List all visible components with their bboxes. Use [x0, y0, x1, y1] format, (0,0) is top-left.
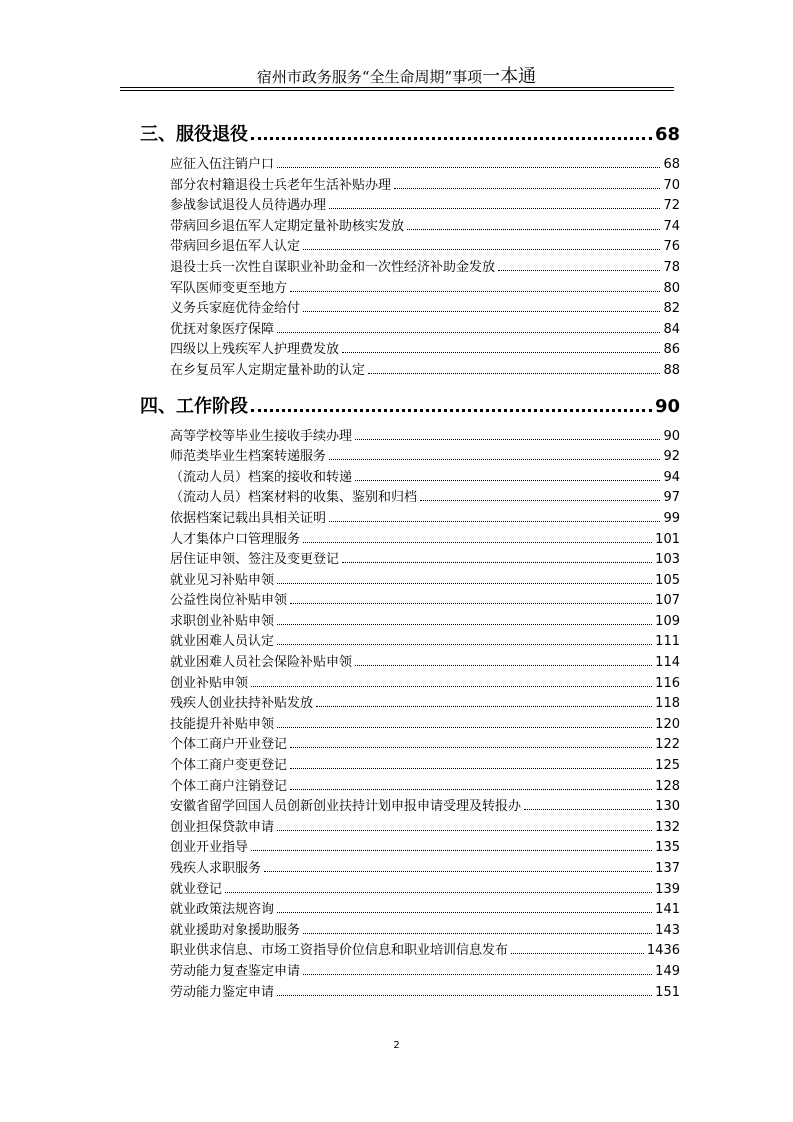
toc-entry[interactable] [140, 466, 680, 487]
dot-leader [290, 747, 652, 748]
section-page-number: 68 [654, 124, 680, 145]
dot-leader [316, 706, 652, 707]
toc-entry[interactable] [140, 297, 680, 318]
entry-page-number: 111 [655, 634, 680, 650]
toc-entry[interactable] [140, 359, 680, 380]
entry-page-number: 130 [655, 799, 680, 815]
toc-entry[interactable] [140, 692, 680, 713]
header-title-suffix: 一本通 [482, 66, 537, 87]
dot-leader [407, 229, 660, 230]
dot-leader [303, 249, 660, 250]
dot-leader [277, 912, 652, 913]
entry-title: 就业困难人员认定 [170, 634, 275, 650]
entry-title: 个体工商户开业登记 [170, 737, 288, 753]
entry-title: （流动人员）档案材料的收集、鉴别和归档 [170, 490, 418, 506]
toc-entry[interactable] [140, 651, 680, 672]
entry-page-number: 120 [655, 716, 680, 732]
toc-entry[interactable] [140, 589, 680, 610]
entry-page-number: 80 [663, 280, 680, 296]
toc-entry[interactable] [140, 919, 680, 940]
entry-title: 师范类毕业生档案转递服务 [170, 449, 327, 465]
entry-title: 带病回乡退伍军人认定 [170, 239, 301, 255]
toc-entry[interactable] [140, 939, 680, 960]
toc-entry[interactable] [140, 713, 680, 734]
section-gap [140, 380, 680, 392]
entry-page-number: 97 [663, 490, 680, 506]
dot-leader [394, 188, 660, 189]
entry-title: 参战参试退役人员待遇办理 [170, 198, 327, 214]
entry-title: 技能提升补贴申领 [170, 716, 275, 732]
dot-leader [277, 727, 652, 728]
entry-page-number: 84 [663, 321, 680, 337]
toc-entry[interactable] [140, 898, 680, 919]
dot-leader [355, 480, 660, 481]
entry-title: 创业开业指导 [170, 840, 249, 856]
entry-title: 就业援助对象援助服务 [170, 922, 301, 938]
entry-title: 应征入伍注销户口 [170, 157, 275, 172]
entry-page-number: 86 [663, 342, 680, 358]
dot-leader [511, 953, 644, 954]
dot-leader [420, 500, 660, 501]
entry-title: 劳动能力复查鉴定申请 [170, 963, 301, 979]
toc-entry[interactable] [140, 960, 680, 981]
dot-leader [277, 644, 652, 645]
toc-entry[interactable] [140, 153, 680, 174]
entry-page-number: 88 [663, 362, 680, 378]
entry-title: 职业供求信息、市场工资指导价位信息和职业培训信息发布 [170, 943, 509, 959]
toc-entry[interactable] [140, 569, 680, 590]
entry-title: 人才集体户口管理服务 [170, 531, 301, 547]
entry-page-number: 118 [655, 696, 680, 712]
entry-page-number: 94 [663, 469, 680, 485]
dot-leader [303, 311, 660, 312]
dot-leader [277, 167, 660, 168]
entry-page-number: 109 [655, 613, 680, 629]
dot-leader [329, 208, 660, 209]
dot-leader [342, 352, 660, 353]
toc-entry[interactable] [140, 816, 680, 837]
toc-entry[interactable] [140, 795, 680, 816]
dot-leader [329, 459, 660, 460]
entry-page-number: 122 [655, 737, 680, 753]
entry-title: 高等学校等毕业生接收手续办理 [170, 428, 353, 444]
entry-title: 军队医师变更至地方 [170, 280, 288, 296]
dot-leader [355, 665, 652, 666]
toc-entry[interactable] [140, 338, 680, 359]
toc-section-heading[interactable] [140, 120, 680, 150]
dot-leader [329, 521, 660, 522]
toc-entry[interactable] [140, 425, 680, 446]
entry-page-number: 82 [663, 301, 680, 317]
toc-entry[interactable] [140, 630, 680, 651]
toc-entry[interactable] [140, 548, 680, 569]
dot-leader [277, 995, 652, 996]
dot-leader [264, 871, 652, 872]
entry-title: 四级以上残疾军人护理费发放 [170, 342, 340, 358]
toc-entry[interactable] [140, 194, 680, 215]
dot-leader [303, 933, 652, 934]
dot-leader [251, 850, 652, 851]
dot-leader [498, 270, 660, 271]
toc-entry[interactable] [140, 672, 680, 693]
dot-leader [524, 809, 652, 810]
dot-leader [251, 409, 652, 412]
header-rule [120, 87, 674, 88]
page-number: 2 [393, 1040, 400, 1051]
dot-leader [303, 974, 652, 975]
toc-entry[interactable] [140, 754, 680, 775]
dot-leader [277, 583, 652, 584]
dot-leader [251, 686, 652, 687]
entry-page-number: 151 [655, 984, 680, 1000]
dot-leader [355, 439, 660, 440]
toc-entry[interactable] [140, 507, 680, 528]
dot-leader [290, 603, 652, 604]
entry-title: 依据档案记载出具相关证明 [170, 510, 327, 526]
toc-entry[interactable] [140, 610, 680, 631]
dot-leader [290, 291, 660, 292]
dot-leader [290, 789, 652, 790]
entry-page-number: 149 [655, 963, 680, 979]
entry-title: 居住证申领、签注及变更登记 [170, 552, 340, 568]
header-rule-thin [120, 90, 674, 91]
entry-page-number: 116 [655, 675, 680, 691]
entry-title: 创业补贴申领 [170, 675, 249, 691]
entry-title: 带病回乡退伍军人定期定量补助核实发放 [170, 218, 405, 234]
entry-title: 就业困难人员社会保险补贴申领 [170, 655, 353, 671]
toc-entry[interactable] [140, 528, 680, 549]
entry-title: 残疾人求职服务 [170, 861, 262, 876]
toc-entry[interactable] [140, 215, 680, 236]
toc-entry[interactable] [140, 981, 680, 1002]
toc-entry[interactable] [140, 775, 680, 796]
toc-entry[interactable] [140, 733, 680, 754]
entry-title: 就业政策法规咨询 [170, 902, 275, 918]
entry-page-number: 139 [655, 881, 680, 897]
entry-page-number: 90 [663, 428, 680, 444]
entry-title: 义务兵家庭优待金给付 [170, 301, 301, 317]
toc-entry[interactable] [140, 318, 680, 339]
entry-page-number: 70 [663, 177, 680, 193]
entry-page-number: 99 [663, 510, 680, 526]
dot-leader [277, 332, 660, 333]
entry-title: 就业见习补贴申领 [170, 572, 275, 588]
entry-page-number: 128 [655, 778, 680, 794]
entry-title: 求职创业补贴申领 [170, 613, 275, 629]
toc-entry[interactable] [140, 445, 680, 466]
entry-page-number: 92 [663, 449, 680, 465]
entry-title: 就业登记 [170, 881, 223, 897]
dot-leader [277, 830, 652, 831]
entry-title: 残疾人创业扶持补贴发放 [170, 696, 314, 712]
entry-title: 个体工商户注销登记 [170, 778, 288, 794]
toc-entry[interactable] [140, 256, 680, 277]
entry-page-number: 1436 [646, 943, 680, 959]
section-title: 四、工作阶段 [140, 395, 248, 417]
entry-title: （流动人员）档案的接收和转递 [170, 469, 353, 485]
dot-leader [251, 137, 652, 140]
toc-entry[interactable] [140, 857, 680, 878]
section-page-number: 90 [654, 395, 680, 417]
entry-title: 部分农村籍退役士兵老年生活补贴办理 [170, 177, 392, 193]
entry-title: 安徽省留学回国人员创新创业扶持计划申报申请受理及转报办 [170, 799, 522, 815]
table-of-contents [140, 120, 680, 1001]
toc-entry[interactable] [140, 486, 680, 507]
dot-leader [290, 768, 652, 769]
toc-entry[interactable] [140, 836, 680, 857]
entry-page-number: 132 [655, 819, 680, 835]
entry-title: 公益性岗位补贴申领 [170, 593, 288, 609]
entry-page-number: 141 [655, 902, 680, 918]
dot-leader [303, 542, 652, 543]
entry-title: 个体工商户变更登记 [170, 758, 288, 774]
entry-title: 在乡复员军人定期定量补助的认定 [170, 362, 366, 378]
entry-page-number: 105 [655, 572, 680, 588]
entry-title: 退役士兵一次性自谋职业补助金和一次性经济补助金发放 [170, 259, 496, 275]
entry-page-number: 137 [655, 861, 680, 876]
toc-entry[interactable] [140, 878, 680, 899]
entry-page-number: 125 [655, 758, 680, 774]
entry-page-number: 68 [663, 157, 680, 172]
entry-page-number: 101 [655, 531, 680, 547]
entry-page-number: 74 [663, 218, 680, 234]
entry-page-number: 76 [663, 239, 680, 255]
toc-entry[interactable] [140, 235, 680, 256]
entry-page-number: 135 [655, 840, 680, 856]
dot-leader [368, 373, 660, 374]
running-header [0, 62, 793, 88]
entry-page-number: 103 [655, 552, 680, 568]
toc-section-heading[interactable] [140, 392, 680, 422]
entry-page-number: 78 [663, 259, 680, 275]
entry-page-number: 107 [655, 593, 680, 609]
dot-leader [342, 562, 652, 563]
entry-page-number: 72 [663, 198, 680, 214]
entry-title: 劳动能力鉴定申请 [170, 984, 275, 1000]
entry-title: 优抚对象医疗保障 [170, 321, 275, 337]
dot-leader [277, 624, 652, 625]
header-title: 宿州市政务服务“全生命周期”事项 [256, 68, 483, 86]
entry-page-number: 114 [655, 655, 680, 671]
entry-title: 创业担保贷款申请 [170, 819, 275, 835]
toc-entry[interactable] [140, 277, 680, 298]
entry-page-number: 143 [655, 922, 680, 938]
toc-entry[interactable] [140, 174, 680, 195]
dot-leader [225, 892, 652, 893]
section-title: 三、服役退役 [140, 124, 248, 145]
